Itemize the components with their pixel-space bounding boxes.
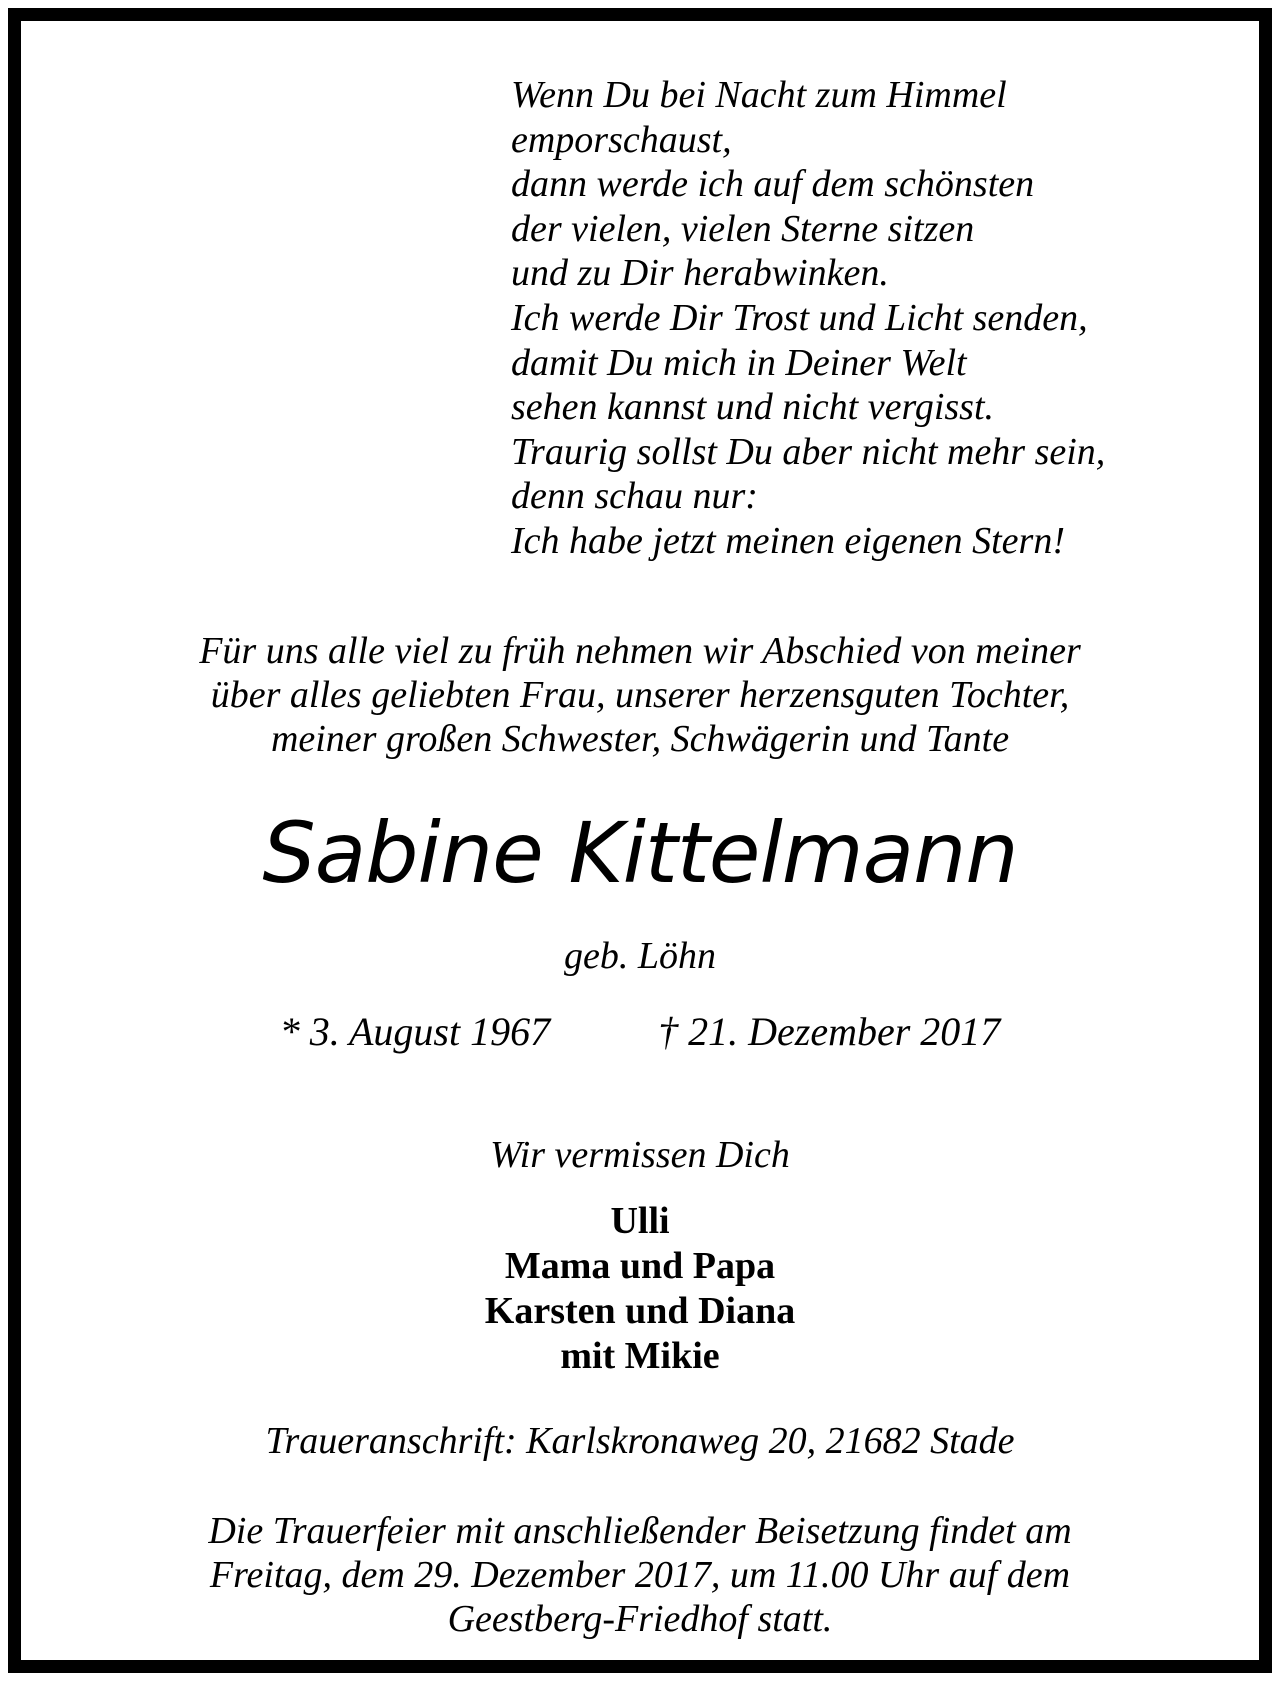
signer: mit Mikie xyxy=(560,1335,720,1377)
poem-line: denn schau nur: xyxy=(511,475,758,518)
poem-line: und zu Dir herabwinken. xyxy=(511,252,889,295)
signer: Ulli xyxy=(610,1200,670,1242)
poem-line: dann werde ich auf dem schönsten xyxy=(511,163,1035,206)
intro-line: Für uns alle viel zu früh nehmen wir Abschied von meiner xyxy=(199,630,1081,672)
intro-line: über alles geliebten Frau, unserer herzensguten Tochter, xyxy=(210,674,1070,716)
maiden-name: geb. Löhn xyxy=(564,935,716,977)
signers xyxy=(21,1199,1259,1379)
poem-line: Ich habe jetzt meinen eigenen Stern! xyxy=(511,519,1065,562)
poem xyxy=(511,73,1105,564)
obituary-frame xyxy=(8,8,1272,1673)
poem-line: Traurig sollst Du aber nicht mehr sein, xyxy=(511,430,1106,473)
service-line: Geestberg-Friedhof statt. xyxy=(447,1598,833,1640)
mourning-address: Traueranschrift: Karlskronaweg 20, 21682 Stade xyxy=(265,1420,1015,1462)
deceased-name: Sabine Kittelmann xyxy=(262,804,1018,902)
poem-line: sehen kannst und nicht vergisst. xyxy=(511,386,995,429)
signer: Karsten und Diana xyxy=(484,1290,796,1332)
service-line: Freitag, dem 29. Dezember 2017, um 11.00 Uhr auf dem xyxy=(209,1554,1071,1596)
signer: Mama und Papa xyxy=(504,1245,776,1287)
intro-line: meiner großen Schwester, Schwägerin und Tante xyxy=(270,718,1010,760)
miss-text: Wir vermissen Dich xyxy=(490,1134,790,1176)
service-line: Die Trauerfeier mit anschließender Beisetzung findet am xyxy=(208,1510,1072,1552)
life-dates xyxy=(21,1009,1259,1055)
poem-line: der vielen, vielen Sterne sitzen xyxy=(511,207,975,250)
poem-line: damit Du mich in Deiner Welt xyxy=(511,341,967,384)
poem-line: emporschaust, xyxy=(511,118,732,161)
service-info xyxy=(21,1509,1259,1641)
birth-date: * 3. August 1967 xyxy=(279,1009,551,1054)
poem-line: Wenn Du bei Nacht zum Himmel xyxy=(511,74,1007,116)
poem-line: Ich werde Dir Trost und Licht senden, xyxy=(511,296,1088,339)
intro-text xyxy=(21,629,1259,761)
death-date: † 21. Dezember 2017 xyxy=(658,1009,1001,1054)
